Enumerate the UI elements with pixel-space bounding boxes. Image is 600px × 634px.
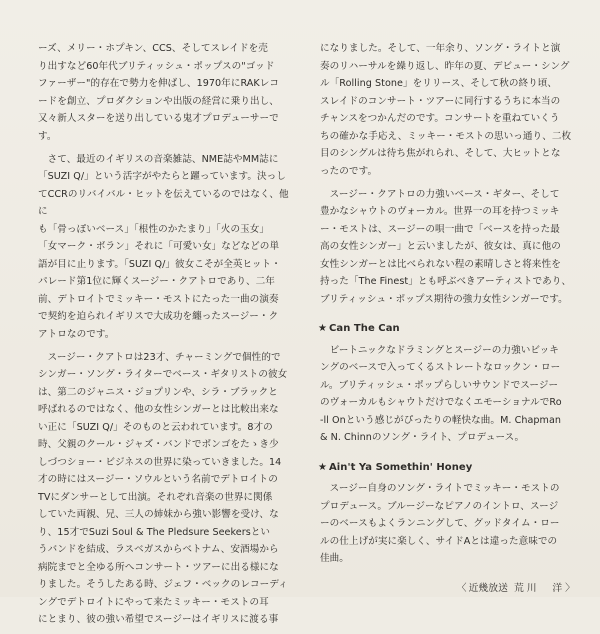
signature-close-bracket: 〉 [565,582,575,594]
signature-organization: 近幾放送 [468,582,508,594]
author-signature [320,580,575,598]
song-description-can-the-can: ビートニックなドラミングとスージーの力強いビッキ ングのベースで入ってくるストレートなロックン・ロー ル。ブリティッシュ・ポップらしいサウンドでスージー のヴォーカルもシャウトだけでなくエモーショナルでRo -ll Onという感じがぴったりの軽快な曲。M. Chapman & N. Chinnのソング・ライト、プロデュース。 [320,344,562,443]
signature-open-bracket: 〈 [456,582,467,594]
song-description-aint-ya-somethin-honey: スージー自身のソング・ライトでミッキー・モストの プロデュース。ブルージーなピアノのイントロ、スージ ーのベースもよくランニングして、グッドタイム・ロー ルの仕上げが実に楽しく、サイドAとは違った意味での 佳曲。 [320,483,560,564]
paragraph-biography: スージー・クアトロは23才、チャーミングで個性的で シンガー・ソング・ライターでベース・ギタリストの彼女 は、第二のジャニス・ジョプリンや、シラ・ブラックと 呼ばれるのではなく、他の女性シンガーとは比較出来な い正に「SUZI Q/」そのものと云われています。8才の 時、父親のクール・ジャズ・バンドでボンゴをたゝき少 しづつショー・ビジネスの世界に染っていきました。14 才の時にはスージー・ソウルという名前でデトロイトの TVにダンサーとして出演。それぞれ音楽の世界に関係 していた両親、兄、三人の姉妹から強い影響を受け、な り、15才でSuzi Soul & The Pledsure Seekersとい うバンドを結成、ラスベガスからベトナム、安酒場から 病院までと全ゆる所へコンサート・ツアーに出る様にな りました。そうしたある時、ジェフ・ベックのレコーディ ングでデトロイトにやって来たミッキー・モストの耳 にとまり、彼の強い希望でスージーはイギリスに渡る事 [38,351,288,625]
paragraph-suzi-q-press: さて、最近のイギリスの音楽雑誌、NME誌やMM誌に 「SUZI Q/」という活字がやたらと躍っています。決っし てCCRのリバイバル・ヒットを伝えているのではなく、他に も「骨っぽいベース」「根性のかたまり」「火の玉女」 「女マーク・ボラン」それに「可愛い女」などなどの単 語が目に止ります。「SUZI Q/」彼女こそが全英ヒット・ パレード第1位に輝くスージー・クアトロであり、二年 前、デトロイトでミッキー・モストにたった一曲の演奏 で契約を迫られイギリスで大成功を纏ったスージー・ク アトロなのです。 [38,153,289,340]
left-column [38,40,293,634]
song-heading-can-the-can [318,320,575,338]
paragraph-debut: になりました。そして、一年余り、ソング・ライトと演 奏のリハーサルを繰り返し、昨年の夏、デビュー・シング ル「Rolling Stone」をリリース、そして秋の終り頃、 スレイドのコンサート・ツアーに同行するうちに本当の チャンスをつかんだのです。コンサートを重ねていくう ちの確かな手応え、ミッキー・モストの思いっ通り、二枚 目のシングルは待ち焦がれられ、そして、大ヒットとな ったのです。 [320,43,572,177]
star-icon: ★ [318,323,328,334]
song-heading-aint-ya-somethin-honey [318,459,575,477]
star-icon: ★ [318,461,328,473]
song-title: Ain't Ya Somethin' Honey [329,461,473,473]
signature-name: 荒川 洋 [513,582,566,594]
paragraph-intro-continued: ーズ、メリー・ホプキン、CCS、そしてスレイドを売 り出すなど60年代ブリティッシュ・ポップスの"ゴッド ファーザー"的存在で勢力を伸ばし、1970年にRAKレコ ードを創立、プロダクションや出版の経営に乗り出し、 又々新人スターを送り出している鬼才プロデューサーで す。 [38,43,280,142]
right-column [320,40,575,597]
paragraph-finest: スージー・クアトロの力強いベース・ギター、そして 豊かなシャウトのヴォーカル。世界一の耳を持つミッキ ー・モストは、スージーの唄一曲で「ベースを持った最 高の女性シンガー」と云いましたが、彼女は、真に他の 女性シンガーとは比べられない程の素晴しさと将来性を 持った「The Finest」とも呼ぶべきアーティストであり、 ブリティッシュ・ポップス期待の強力女性シンガーです。 [320,188,572,305]
song-title: Can The Can [329,323,400,334]
